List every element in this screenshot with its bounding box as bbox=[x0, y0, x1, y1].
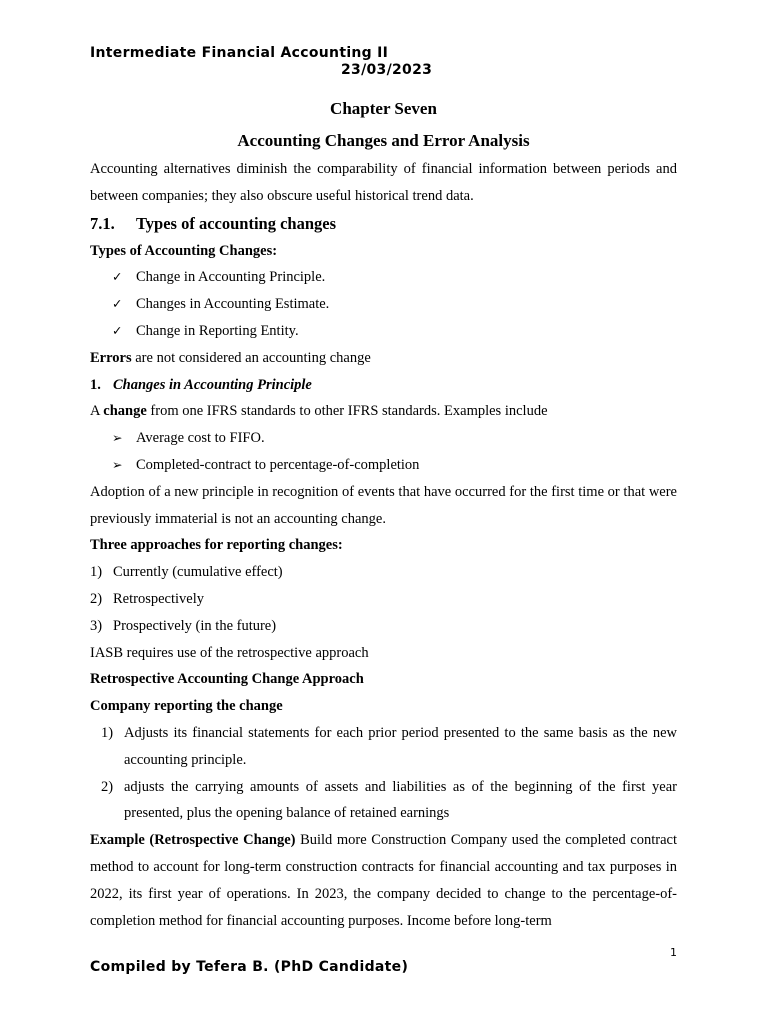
list-item bbox=[90, 264, 677, 291]
document-body bbox=[90, 94, 677, 934]
section-heading-7-1 bbox=[90, 210, 677, 238]
list-item-text: Change in Reporting Entity. bbox=[136, 322, 299, 339]
list-item bbox=[90, 774, 677, 828]
adoption-note: Adoption of a new principle in recognition of events that have occurred for the first time or that were previously immaterial is not an accounting change. bbox=[90, 483, 677, 527]
errors-note bbox=[90, 345, 677, 372]
retrospective-subheading: Company reporting the change bbox=[90, 698, 283, 715]
subsection-title: Changes in Accounting Principle bbox=[113, 376, 312, 393]
list-item-text: Prospectively (in the future) bbox=[113, 617, 277, 634]
list-item-text: Currently (cumulative effect) bbox=[113, 564, 283, 581]
def-prefix: A bbox=[90, 403, 104, 420]
list-item bbox=[90, 452, 677, 479]
example-text: Build more Construction Company used the completed contract method to account for long-term construction contracts for financial accounting and tax purposes in 2022, its first year of operations. In 2023, the company decided to change to the percentage-of-completion method for financial accounting purposes. Income before long-term bbox=[90, 832, 677, 929]
list-item bbox=[90, 318, 677, 345]
list-item bbox=[90, 425, 677, 452]
list-number: 1) bbox=[90, 564, 103, 581]
list-item bbox=[90, 559, 677, 586]
iasb-note: IASB requires use of the retrospective approach bbox=[90, 644, 369, 661]
def-bold: change bbox=[103, 403, 147, 420]
list-item bbox=[90, 586, 677, 613]
arrow-bullet-icon: ➢ bbox=[112, 456, 123, 472]
types-list-heading: Types of Accounting Changes: bbox=[90, 242, 278, 259]
errors-bold: Errors bbox=[90, 349, 132, 366]
list-item-text: Changes in Accounting Estimate. bbox=[136, 296, 330, 313]
example-paragraph bbox=[90, 827, 677, 934]
subsection-number: 1. bbox=[90, 376, 101, 393]
errors-rest: are not considered an accounting change bbox=[131, 349, 371, 366]
list-number: 3) bbox=[90, 617, 103, 634]
list-item-text: Retrospectively bbox=[113, 590, 205, 607]
section-number: 7.1. bbox=[90, 213, 115, 233]
list-item-text: Average cost to FIFO. bbox=[136, 430, 265, 447]
retrospective-heading: Retrospective Accounting Change Approach bbox=[90, 671, 364, 688]
header-date: 23/03/2023 bbox=[341, 62, 433, 78]
check-icon: ✓ bbox=[112, 322, 123, 338]
change-definition bbox=[90, 398, 677, 425]
header-course-title: Intermediate Financial Accounting II bbox=[90, 45, 389, 61]
check-icon: ✓ bbox=[112, 296, 123, 312]
list-item-text: adjusts the carrying amounts of assets and liabilities as of the beginning of the first year presented, plus the opening balance of retained earnings bbox=[124, 778, 677, 822]
chapter-title: Accounting Changes and Error Analysis bbox=[237, 131, 530, 150]
list-number: 2) bbox=[90, 590, 103, 607]
list-item-text: Change in Accounting Principle. bbox=[136, 269, 326, 286]
subsection-heading bbox=[90, 372, 677, 399]
list-number: 2) bbox=[101, 778, 114, 795]
list-number: 1) bbox=[101, 724, 114, 741]
check-icon: ✓ bbox=[112, 269, 123, 285]
footer-compiled-by: Compiled by Tefera B. (PhD Candidate) bbox=[90, 959, 409, 975]
list-item-text: Completed-contract to percentage-of-completion bbox=[136, 456, 420, 473]
page-number: 1 bbox=[670, 946, 677, 959]
example-label: Example (Retrospective Change) bbox=[90, 832, 296, 849]
list-item bbox=[90, 291, 677, 318]
def-rest: from one IFRS standards to other IFRS standards. Examples include bbox=[146, 403, 548, 420]
intro-paragraph: Accounting alternatives diminish the comparability of financial information between periods and between companies; they also obscure useful historical trend data. bbox=[90, 161, 677, 204]
list-item bbox=[90, 613, 677, 640]
list-item-text: Adjusts its financial statements for each prior period presented to the same basis as the new accounting principle. bbox=[124, 724, 677, 768]
chapter-number-title: Chapter Seven bbox=[330, 99, 437, 118]
list-item bbox=[90, 720, 677, 774]
approaches-heading: Three approaches for reporting changes: bbox=[90, 537, 343, 554]
section-title: Types of accounting changes bbox=[136, 213, 336, 233]
arrow-bullet-icon: ➢ bbox=[112, 430, 123, 446]
